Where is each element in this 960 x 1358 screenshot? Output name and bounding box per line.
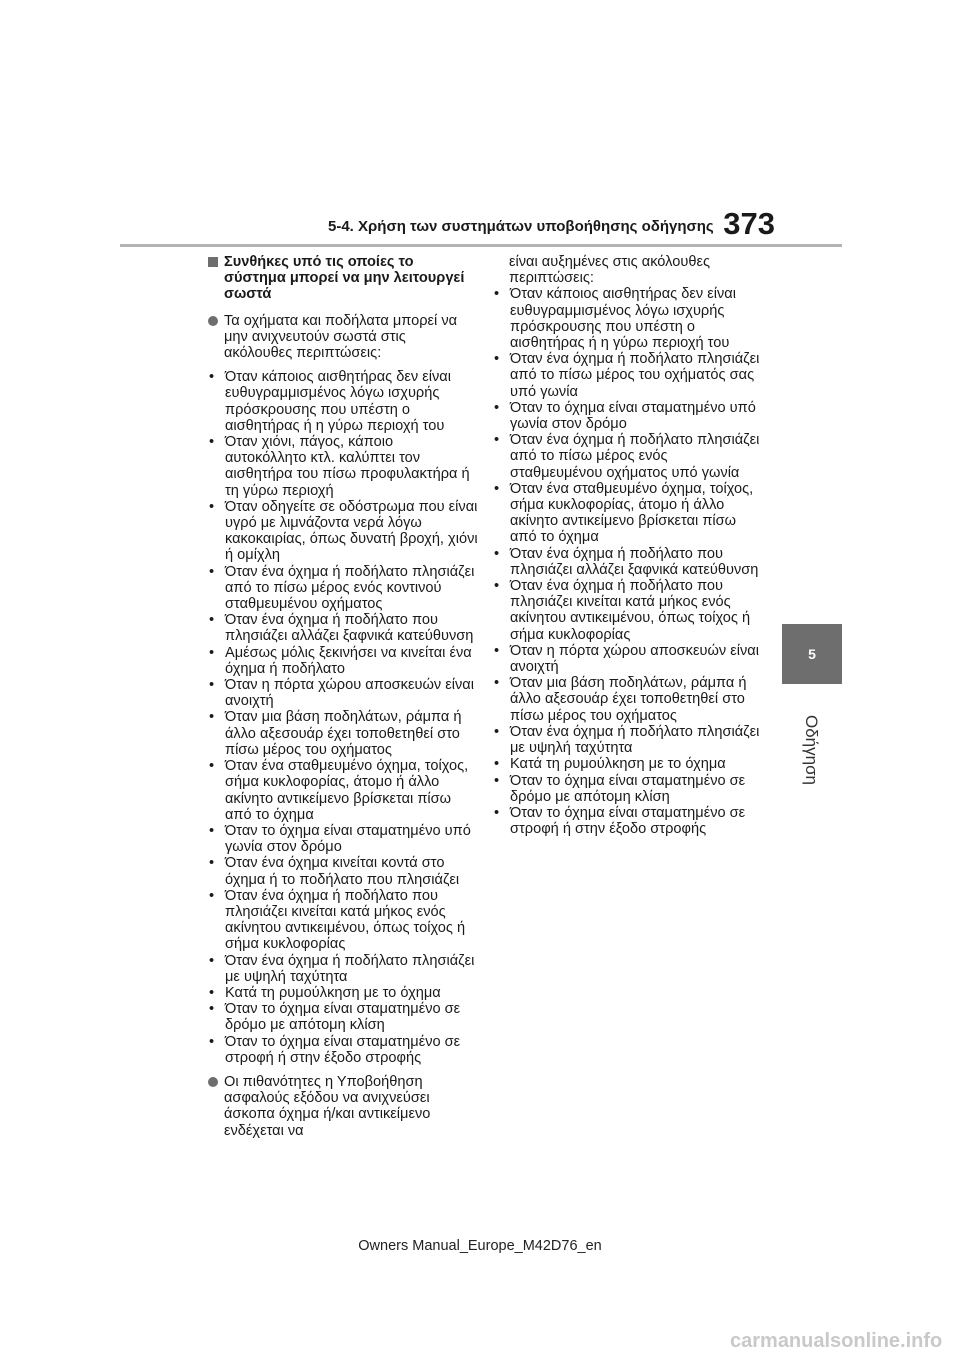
bullet-dot-icon: • (494, 432, 500, 449)
list-item (208, 645, 478, 677)
list-item (208, 985, 478, 1001)
list-item (208, 677, 478, 709)
list-item-text: Όταν το όχημα είναι σταματημένο υπό γωνία στον δρόμο (510, 399, 756, 433)
paragraph (208, 313, 478, 362)
list-item-text: Κατά τη ρυμούλκηση με το όχημα (510, 756, 726, 773)
bullet-list (493, 286, 763, 837)
bullet-dot-icon: • (209, 563, 215, 580)
bullet-dot-icon: • (494, 351, 500, 368)
list-item-text: Όταν μια βάση ποδηλάτων, ράμπα ή άλλο αξεσουάρ έχει τοποθετηθεί στο πίσω μέρος του οχήματος (510, 675, 747, 724)
list-item-text: Όταν το όχημα είναι σταματημένο σε δρόμο με απότομη κλίση (510, 772, 746, 805)
list-item-text: Όταν κάποιος αισθητήρας δεν είναι ευθυγραμμισμένος λόγω ισχυρής πρόσκρουσης που υπέστη ο αισθητήρας ή η γύρω περιοχή του (225, 369, 451, 434)
list-item-text: Όταν το όχημα είναι σταματημένο σε δρόμο με απότομη κλίση (225, 1001, 461, 1034)
paragraph (208, 1074, 478, 1139)
list-item-text: Όταν ένα όχημα ή ποδήλατο που πλησιάζει κινείται κατά μήκος ενός ακίνητου αντικειμένου, όπως τοίχος ή σήμα κυκλοφορίας (510, 578, 751, 643)
bullet-dot-icon: • (209, 1001, 215, 1018)
chapter-label: Οδήγηση (802, 714, 821, 786)
bullet-dot-icon: • (494, 756, 500, 773)
bullet-dot-icon: • (209, 855, 215, 872)
list-item-text: Όταν ένα όχημα ή ποδήλατο πλησιάζει από το πίσω μέρος ενός σταθμευμένου οχήματος υπό γωνία (510, 432, 760, 481)
bullet-dot-icon: • (209, 369, 215, 386)
bullet-dot-icon: • (209, 709, 215, 726)
list-item-text: Όταν ένα όχημα ή ποδήλατο πλησιάζει με υψηλή ταχύτητα (225, 952, 475, 985)
list-item (493, 724, 763, 756)
list-item (208, 888, 478, 953)
list-item (493, 578, 763, 643)
list-item (493, 286, 763, 351)
list-item (208, 1001, 478, 1033)
list-item-text: Όταν ένα όχημα ή ποδήλατο πλησιάζει από το πίσω μέρος του οχήματός σας υπό γωνία (510, 351, 760, 400)
right-column (493, 254, 763, 845)
list-item-text: Όταν η πόρτα χώρου αποσκευών είναι ανοιχτή (225, 677, 474, 710)
list-item (208, 564, 478, 613)
bullet-dot-icon: • (209, 612, 215, 629)
list-item (208, 499, 478, 564)
chapter-tab (782, 624, 842, 684)
bullet-dot-icon: • (494, 772, 500, 789)
list-item (208, 855, 478, 887)
list-item-text: Όταν η πόρτα χώρου αποσκευών είναι ανοιχτή (510, 642, 759, 676)
list-item-text: Όταν ένα όχημα ή ποδήλατο που πλησιάζει κινείται κατά μήκος ενός ακίνητου αντικειμένου, όπως τοίχος ή σήμα κυκλοφορίας (225, 887, 466, 953)
bullet-dot-icon: • (494, 545, 500, 562)
list-item-text: Όταν το όχημα είναι σταματημένο σε στροφή ή στην έξοδο στροφής (510, 804, 746, 838)
circle-bullet-icon (208, 1077, 218, 1087)
list-item (208, 823, 478, 855)
list-item-text: Όταν ένα όχημα ή ποδήλατο πλησιάζει με υψηλή ταχύτητα (510, 723, 760, 757)
square-bullet-icon (208, 257, 218, 267)
list-item (208, 758, 478, 823)
list-item-text: Όταν ένα σταθμευμένο όχημα, τοίχος, σήμα κυκλοφορίας, άτομο ή άλλο ακίνητο αντικείμενο βρίσκεται πίσω από το όχημα (510, 480, 754, 546)
section-heading (208, 254, 478, 303)
bullet-dot-icon: • (209, 887, 215, 904)
bullet-dot-icon: • (209, 498, 215, 515)
bullet-dot-icon: • (209, 758, 215, 775)
list-item (208, 709, 478, 758)
page-number: 373 (723, 206, 775, 241)
list-item (493, 481, 763, 546)
list-item (208, 953, 478, 985)
bullet-dot-icon: • (209, 822, 215, 839)
list-item (493, 432, 763, 481)
bullet-dot-icon: • (209, 984, 215, 1001)
list-item-text: Όταν ένα σταθμευμένο όχημα, τοίχος, σήμα κυκλοφορίας, άτομο ή άλλο ακίνητο αντικείμενο βρίσκεται πίσω από το όχημα (225, 758, 469, 823)
list-item-text: Όταν μια βάση ποδηλάτων, ράμπα ή άλλο αξεσουάρ έχει τοποθετηθεί στο πίσω μέρος του οχήματος (225, 709, 462, 758)
list-item-text: Όταν ένα όχημα ή ποδήλατο που πλησιάζει αλλάζει ξαφνικά κατεύθυνση (510, 545, 759, 578)
bullet-dot-icon: • (494, 286, 500, 303)
list-item (493, 756, 763, 772)
chapter-number: 5 (808, 646, 816, 662)
list-item-text: Αμέσως μόλις ξεκινήσει να κινείται ένα όχημα ή ποδήλατο (225, 644, 472, 677)
list-item (208, 369, 478, 434)
bullet-dot-icon: • (494, 723, 500, 740)
list-item (493, 400, 763, 432)
list-item-text: Όταν κάποιος αισθητήρας δεν είναι ευθυγραμμισμένος λόγω ισχυρής πρόσκρουσης που υπέστη ο αισθητήρας ή η γύρω περιοχή του (510, 286, 736, 352)
list-item-text: Όταν χιόνι, πάγος, κάποιο αυτοκόλλητο κτλ. καλύπτει τον αισθητήρα του πίσω προφυλακτήρα ή τη γύρω περιοχή (225, 434, 470, 499)
bullet-list (208, 369, 478, 1066)
list-item-text: Κατά τη ρυμούλκηση με το όχημα (225, 984, 441, 1001)
list-item (208, 1034, 478, 1066)
list-item (493, 805, 763, 837)
bullet-dot-icon: • (209, 952, 215, 969)
bullet-dot-icon: • (209, 677, 215, 694)
heading-text: Συνθήκες υπό τις οποίες το σύστημα μπορεί να μην λειτουργεί σωστά (224, 254, 465, 303)
paragraph-text: Οι πιθανότητες η Υποβοήθηση ασφαλούς εξόδου να ανιχνεύσει άσκοπα όχημα ή/και αντικείμενο ενδέχεται να (224, 1073, 431, 1139)
list-item-text: Όταν ένα όχημα κινείται κοντά στο όχημα ή το ποδήλατο που πλησιάζει (225, 855, 460, 888)
bullet-dot-icon: • (494, 642, 500, 659)
section-title: 5-4. Χρήση των συστημάτων υποβοήθησης οδήγησης (328, 218, 714, 235)
bullet-dot-icon: • (209, 434, 215, 451)
footer-text: Owners Manual_Europe_M42D76_en (358, 1238, 602, 1254)
watermark: carmanualsonline.info (730, 1330, 943, 1352)
list-item (493, 675, 763, 724)
list-item-text: Όταν οδηγείτε σε οδόστρωμα που είναι υγρό με λιμνάζοντα νερά λόγω κακοκαιρίας, όπως δυνατή βροχή, χιόνι ή ομίχλη (225, 498, 478, 564)
bullet-dot-icon: • (494, 480, 500, 497)
list-item (208, 434, 478, 499)
bullet-dot-icon: • (494, 399, 500, 416)
bullet-dot-icon: • (209, 644, 215, 661)
header-divider (120, 244, 842, 247)
list-item (493, 643, 763, 675)
circle-bullet-icon (208, 316, 218, 326)
list-item-text: Όταν το όχημα είναι σταματημένο υπό γωνία στον δρόμο (225, 822, 471, 856)
bullet-dot-icon: • (494, 578, 500, 595)
left-column (208, 254, 478, 1147)
list-item (493, 546, 763, 578)
paragraph-text: Τα οχήματα και ποδήλατα μπορεί να μην ανιχνευτούν σωστά στις ακόλουθες περιπτώσεις: (224, 312, 458, 362)
list-item (208, 612, 478, 644)
bullet-dot-icon: • (494, 675, 500, 692)
bullet-dot-icon: • (494, 804, 500, 821)
list-item-text: Όταν ένα όχημα ή ποδήλατο πλησιάζει από το πίσω μέρος ενός κοντινού σταθμευμένου οχήματος (225, 563, 475, 613)
paragraph-continuation: είναι αυξημένες στις ακόλουθες περιπτώσεις: (509, 254, 710, 287)
list-item (493, 351, 763, 400)
list-item-text: Όταν το όχημα είναι σταματημένο σε στροφή ή στην έξοδο στροφής (225, 1033, 461, 1066)
bullet-dot-icon: • (209, 1033, 215, 1050)
list-item-text: Όταν ένα όχημα ή ποδήλατο που πλησιάζει αλλάζει ξαφνικά κατεύθυνση (225, 612, 474, 645)
list-item (493, 773, 763, 805)
